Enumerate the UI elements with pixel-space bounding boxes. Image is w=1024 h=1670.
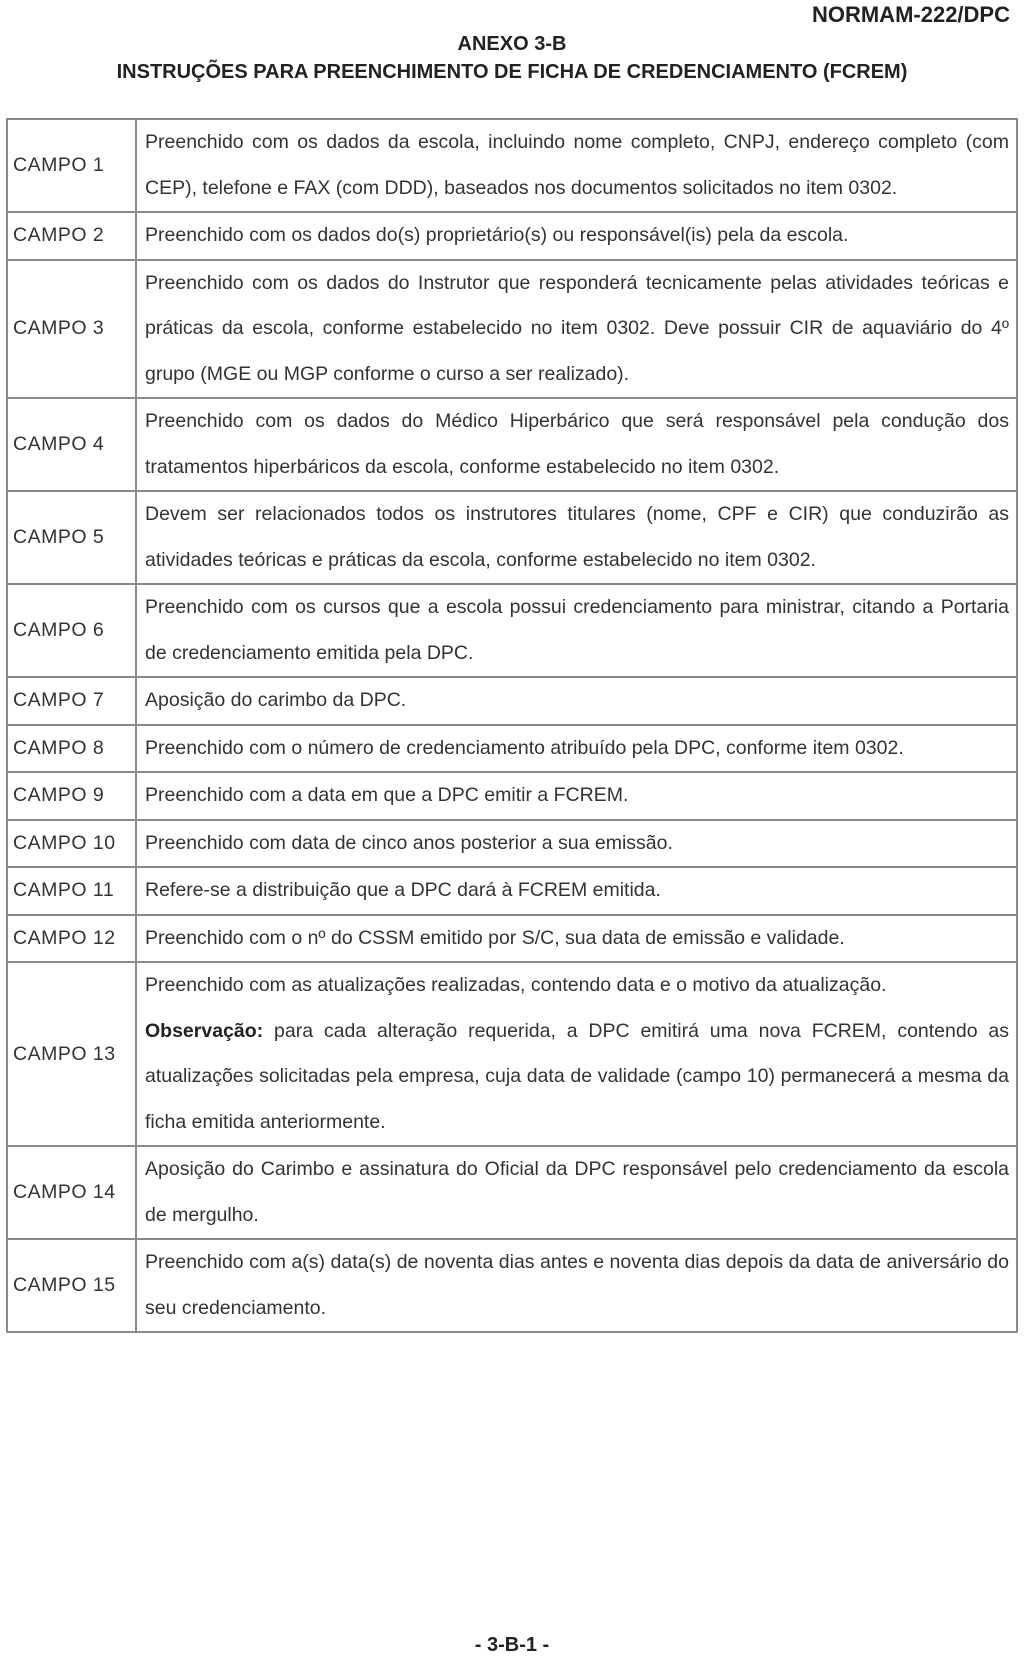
field-label: CAMPO 3 [7,260,136,399]
observation-text: para cada alteração requerida, a DPC emitirá uma nova FCREM, contendo as atualizações solicitadas pela empresa, cuja data de validade (campo 10) permanecerá a mesma da ficha emitida anteriormente. [145,1019,1009,1133]
table-row [7,962,1017,1146]
field-label: CAMPO 7 [7,677,136,725]
field-description: Preenchido com o número de credenciamento atribuído pela DPC, conforme item 0302. [136,725,1017,773]
table-row [7,725,1017,773]
observation-label: Observação: [145,1019,264,1042]
table-row [7,1146,1017,1239]
table-row [7,820,1017,868]
field-description: Preenchido com os dados do Médico Hiperbárico que será responsável pela condução dos tratamentos hiperbáricos da escola, conforme estabelecido no item 0302. [136,398,1017,491]
field-description: Aposição do carimbo da DPC. [136,677,1017,725]
field-label: CAMPO 2 [7,212,136,260]
annex-heading [0,30,1024,86]
field-label: CAMPO 12 [7,915,136,963]
table-row [7,212,1017,260]
field-description: Aposição do Carimbo e assinatura do Oficial da DPC responsável pelo credenciamento da escola de mergulho. [136,1146,1017,1239]
field-description: Preenchido com os dados do(s) proprietário(s) ou responsável(is) pela da escola. [136,212,1017,260]
field-description: Preenchido com os dados do Instrutor que responderá tecnicamente pelas atividades teóricas e práticas da escola, conforme estabelecido no item 0302. Deve possuir CIR de aquaviário do 4º grupo (MGE ou MGP conforme o curso a ser realizado). [136,260,1017,399]
field-label: CAMPO 6 [7,584,136,677]
field-label: CAMPO 15 [7,1239,136,1332]
field-label: CAMPO 13 [7,962,136,1146]
table-row [7,772,1017,820]
page-number: - 3-B-1 - [474,1634,550,1656]
field-label: CAMPO 5 [7,491,136,584]
table-row [7,584,1017,677]
field-label: CAMPO 4 [7,398,136,491]
field-description: Preenchido com a data em que a DPC emitir a FCREM. [136,772,1017,820]
table-row [7,491,1017,584]
table-row [7,915,1017,963]
field-description: Refere-se a distribuição que a DPC dará à FCREM emitida. [136,867,1017,915]
document-code: NORMAM-222/DPC [811,2,1010,27]
table-row [7,1239,1017,1332]
field-description: Preenchido com data de cinco anos posterior a sua emissão. [136,820,1017,868]
field-label: CAMPO 9 [7,772,136,820]
field-label: CAMPO 1 [7,119,136,212]
field-description: Preenchido com o nº do CSSM emitido por S/C, sua data de emissão e validade. [136,915,1017,963]
table-row [7,398,1017,491]
observation-note [145,1009,1009,1146]
table-row [7,119,1017,212]
instructions-table [6,118,1018,1333]
table-row [7,677,1017,725]
field-label: CAMPO 14 [7,1146,136,1239]
field-label: CAMPO 11 [7,867,136,915]
field-label: CAMPO 8 [7,725,136,773]
field-description: Preenchido com a(s) data(s) de noventa dias antes e noventa dias depois da data de aniversário do seu credenciamento. [136,1239,1017,1332]
annex-title: INSTRUÇÕES PARA PREENCHIMENTO DE FICHA DE CREDENCIAMENTO (FCREM) [116,61,908,83]
field-label: CAMPO 10 [7,820,136,868]
update-description: Preenchido com as atualizações realizadas, contendo data e o motivo da atualização. [145,974,887,996]
table-row [7,867,1017,915]
annex-number: ANEXO 3-B [457,33,567,55]
field-description [136,962,1017,1146]
table-row [7,260,1017,399]
field-description: Preenchido com os cursos que a escola possui credenciamento para ministrar, citando a Portaria de credenciamento emitida pela DPC. [136,584,1017,677]
field-description: Devem ser relacionados todos os instrutores titulares (nome, CPF e CIR) que conduzirão as atividades teóricas e práticas da escola, conforme estabelecido no item 0302. [136,491,1017,584]
field-description: Preenchido com os dados da escola, incluindo nome completo, CNPJ, endereço completo (com CEP), telefone e FAX (com DDD), baseados nos documentos solicitados no item 0302. [136,119,1017,212]
